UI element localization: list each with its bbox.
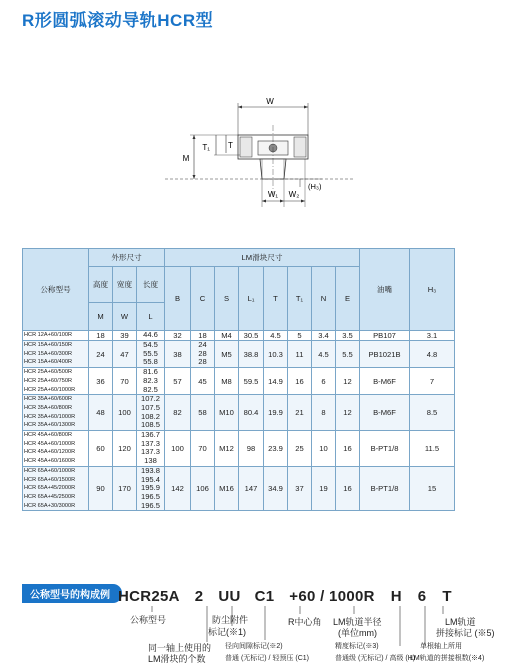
cell-l-line: 193.8 bbox=[140, 466, 160, 475]
cell-model-line: HCR 35A+60/1300R bbox=[24, 422, 76, 429]
dim-label-w1: W₁ bbox=[267, 190, 279, 199]
legend-model-no: 公称型号 bbox=[130, 615, 167, 625]
cell-model-line: HCR 25A+60/1000R bbox=[24, 386, 76, 393]
cell-l-line: 136.7 bbox=[140, 430, 160, 440]
code-part-precision: H bbox=[390, 588, 402, 605]
cell-h3: 3.1 bbox=[410, 331, 455, 341]
cell-model-line: HCR 35A+60/800R bbox=[24, 404, 73, 411]
cell-b: 38 bbox=[165, 341, 191, 368]
cell-w: 120 bbox=[113, 431, 137, 467]
cell-model-line: HCR 65A+60/1000R bbox=[24, 467, 76, 474]
cell-model-line: HCR 45A+60/800R bbox=[24, 432, 73, 439]
cell-e: 16 bbox=[336, 431, 360, 467]
legend-clearance-sub: 普通 (无标记) / 轻预压 (C1) bbox=[225, 655, 309, 662]
header-sym-l1: L₁ bbox=[239, 267, 264, 331]
cell-t: 19.9 bbox=[264, 395, 288, 431]
cell-b: 142 bbox=[165, 466, 191, 511]
cell-t: 34.9 bbox=[264, 466, 288, 511]
code-part-slash: / bbox=[320, 588, 325, 605]
cell-c: 18 bbox=[191, 331, 215, 341]
cell-c-line: 28 bbox=[198, 357, 207, 367]
cell-s: M16 bbox=[215, 466, 239, 511]
cell-n: 10 bbox=[312, 431, 336, 467]
cell-e: 16 bbox=[336, 466, 360, 511]
cell-h3: 11.5 bbox=[410, 431, 455, 467]
legend-dust: 防尘附件 bbox=[212, 615, 249, 625]
cell-model-line: HCR 35A+60/600R bbox=[24, 396, 73, 403]
code-part-count: 2 bbox=[194, 588, 204, 605]
cell-l-line: 195.9 bbox=[140, 483, 160, 493]
cell-t: 10.3 bbox=[264, 341, 288, 368]
cell-m: 90 bbox=[89, 466, 113, 511]
cell-t1: 5 bbox=[288, 331, 312, 341]
code-part-rails: 6 bbox=[417, 588, 427, 605]
code-part-clearance: C1 bbox=[254, 588, 275, 605]
dim-label-w: W bbox=[266, 97, 274, 106]
page-title: R形圆弧滚动导轨HCR型 bbox=[22, 11, 214, 30]
header-sym-t1: T₁ bbox=[288, 267, 312, 331]
cell-s: M5 bbox=[215, 341, 239, 368]
cell-b: 57 bbox=[165, 368, 191, 395]
cell-nipple: B-M6F bbox=[360, 368, 410, 395]
legend-precision-sub: 普通级 (无标记) / 高级 (H) bbox=[335, 655, 416, 662]
cell-t1: 21 bbox=[288, 395, 312, 431]
legend-clearance: 径向间隙标记(※2) bbox=[225, 643, 283, 650]
code-part-angle: +60 bbox=[289, 588, 316, 605]
code-part-radius: 1000R bbox=[329, 588, 375, 605]
cell-w: 70 bbox=[113, 368, 137, 395]
cell-l-line: 44.6 bbox=[143, 330, 158, 340]
cell-t: 4.5 bbox=[264, 331, 288, 341]
cell-l-line: 138 bbox=[144, 456, 157, 466]
legend-same-axis-sub: LM滑块的个数 bbox=[148, 654, 206, 664]
header-nipple: 油嘴 bbox=[360, 249, 410, 331]
header-sym-s: S bbox=[215, 267, 239, 331]
cell-l-line: 108.2 bbox=[140, 411, 160, 421]
cell-nipple: B-PT1/8 bbox=[360, 466, 410, 511]
cell-t1: 11 bbox=[288, 341, 312, 368]
cell-e: 3.5 bbox=[336, 331, 360, 341]
dim-label-t1: T₁ bbox=[202, 143, 210, 152]
cell-c: 106 bbox=[191, 466, 215, 511]
legend-same-axis: 同一轴上使用的 bbox=[148, 643, 212, 653]
cell-model-line: HCR 45A+60/1000R bbox=[24, 440, 76, 447]
cell-nipple: B-PT1/8 bbox=[360, 431, 410, 467]
cell-m: 60 bbox=[89, 431, 113, 467]
header-sym-e: E bbox=[336, 267, 360, 331]
cell-l1: 98 bbox=[239, 431, 264, 467]
cell-n: 19 bbox=[312, 466, 336, 511]
cell-s: M4 bbox=[215, 331, 239, 341]
cell-nipple: PB1021B bbox=[360, 341, 410, 368]
cell-h3: 15 bbox=[410, 466, 455, 511]
cell-model-line: HCR 15A+60/150R bbox=[24, 342, 73, 348]
cell-t1: 37 bbox=[288, 466, 312, 511]
cell-w: 170 bbox=[113, 466, 137, 511]
section-label-model-code: 公称型号的构成例 bbox=[22, 584, 122, 603]
cell-b: 100 bbox=[165, 431, 191, 467]
header-sym-t: T bbox=[264, 267, 288, 331]
cell-c: 70 bbox=[191, 431, 215, 467]
legend-angle: R中心角 bbox=[288, 617, 322, 627]
cell-model-line: HCR 65A+45/2000R bbox=[24, 485, 76, 492]
cell-m: 48 bbox=[89, 395, 113, 431]
cell-nipple: PB107 bbox=[360, 331, 410, 341]
cell-l-line: 196.5 bbox=[140, 500, 160, 510]
cell-l1: 80.4 bbox=[239, 395, 264, 431]
code-part-joint: T bbox=[442, 588, 452, 605]
cell-l-line: 54.5 bbox=[143, 340, 158, 349]
header-length: 长度 bbox=[137, 267, 165, 303]
cell-c-line: 28 bbox=[198, 348, 207, 358]
cell-h3: 4.8 bbox=[410, 341, 455, 368]
cell-b: 82 bbox=[165, 395, 191, 431]
cell-l-line: 137.3 bbox=[140, 447, 160, 457]
cell-l-line: 55.5 bbox=[143, 348, 158, 358]
cell-t: 23.9 bbox=[264, 431, 288, 467]
cell-l-line: 107.2 bbox=[140, 394, 160, 404]
cell-t1: 25 bbox=[288, 431, 312, 467]
cell-m: 18 bbox=[89, 331, 113, 341]
header-height: 高度 bbox=[89, 267, 113, 303]
cell-model-line: HCR 65A+60/1500R bbox=[24, 476, 76, 483]
code-part-dust: UU bbox=[218, 588, 241, 605]
cell-c: 45 bbox=[191, 368, 215, 395]
dim-label-h3: (H₃) bbox=[308, 182, 322, 191]
header-sym-w: W bbox=[113, 303, 137, 331]
legend-precision: 精度标记(※3) bbox=[335, 643, 379, 650]
legend-joint: LM轨道 bbox=[445, 617, 476, 627]
cell-l1: 59.5 bbox=[239, 368, 264, 395]
cell-n: 3.4 bbox=[312, 331, 336, 341]
cell-model-line: HCR 45A+60/1200R bbox=[24, 449, 76, 456]
header-h3: H₃ bbox=[410, 249, 455, 331]
cell-e: 12 bbox=[336, 395, 360, 431]
cell-l1: 147 bbox=[239, 466, 264, 511]
legend-rails-sub: LM轨道的拼接根数(※4) bbox=[410, 655, 485, 662]
cell-b: 32 bbox=[165, 331, 191, 341]
cell-l-line: 137.3 bbox=[140, 438, 160, 448]
header-sym-b: B bbox=[165, 267, 191, 331]
cell-m: 36 bbox=[89, 368, 113, 395]
header-outer-group: 外形尺寸 bbox=[89, 249, 165, 267]
cell-t: 14.9 bbox=[264, 368, 288, 395]
cell-s: M8 bbox=[215, 368, 239, 395]
cell-model-line: HCR 15A+60/300R bbox=[24, 350, 73, 357]
cell-model-line: HCR 25A+60/750R bbox=[24, 377, 73, 384]
cell-n: 4.5 bbox=[312, 341, 336, 368]
cell-model-line: HCR 12A+60/100R bbox=[24, 332, 73, 339]
cell-model-line: HCR 15A+60/400R bbox=[24, 359, 73, 366]
header-sym-c: C bbox=[191, 267, 215, 331]
cell-e: 12 bbox=[336, 368, 360, 395]
legend-joint-sub: 拼接标记 (※5) bbox=[436, 628, 495, 638]
cell-e: 5.5 bbox=[336, 341, 360, 368]
cell-model-line: HCR 65A+30/3000R bbox=[24, 502, 76, 509]
cell-l-line: 82.5 bbox=[143, 384, 158, 394]
legend-rails: 单根轴上所用 bbox=[420, 643, 462, 650]
cell-h3: 7 bbox=[410, 368, 455, 395]
cell-n: 6 bbox=[312, 368, 336, 395]
header-block-group: LM滑块尺寸 bbox=[165, 249, 360, 267]
cell-w: 39 bbox=[113, 331, 137, 341]
cell-c: 58 bbox=[191, 395, 215, 431]
cell-model-line: HCR 45A+60/1600R bbox=[24, 458, 76, 465]
cell-l-line: 82.3 bbox=[143, 375, 158, 385]
cell-l-line: 195.4 bbox=[140, 474, 160, 484]
header-sym-m: M bbox=[89, 303, 113, 331]
cell-h3: 8.5 bbox=[410, 395, 455, 431]
cell-model-line: HCR 35A+60/1000R bbox=[24, 413, 76, 420]
cell-l1: 38.8 bbox=[239, 341, 264, 368]
cell-l-line: 55.8 bbox=[143, 357, 158, 367]
cell-l-line: 107.5 bbox=[140, 402, 160, 412]
cell-c-line: 24 bbox=[198, 340, 207, 349]
header-sym-n: N bbox=[312, 267, 336, 331]
cell-s: M12 bbox=[215, 431, 239, 467]
dim-label-m: M bbox=[182, 154, 190, 163]
cell-l-line: 81.6 bbox=[143, 367, 158, 377]
cell-l1: 30.5 bbox=[239, 331, 264, 341]
cell-model-line: HCR 25A+60/500R bbox=[24, 369, 73, 376]
cell-w: 100 bbox=[113, 395, 137, 431]
dim-label-t: T bbox=[228, 141, 233, 150]
header-sym-l: L bbox=[137, 303, 165, 331]
cell-l-line: 108.5 bbox=[140, 420, 160, 430]
code-part-model: HCR25A bbox=[118, 588, 180, 605]
legend-radius-sub: (单位mm) bbox=[338, 628, 377, 638]
header-width: 宽度 bbox=[113, 267, 137, 303]
cell-nipple: B-M6F bbox=[360, 395, 410, 431]
legend-radius: LM轨道半径 bbox=[333, 617, 382, 627]
cell-t1: 16 bbox=[288, 368, 312, 395]
cell-s: M10 bbox=[215, 395, 239, 431]
cell-n: 8 bbox=[312, 395, 336, 431]
cell-l-line: 196.5 bbox=[140, 491, 160, 501]
dim-label-w2: W₂ bbox=[288, 190, 300, 199]
cell-model-line: HCR 65A+45/2500R bbox=[24, 493, 76, 500]
cell-m: 24 bbox=[89, 341, 113, 368]
header-model: 公称型号 bbox=[23, 249, 89, 331]
legend-dust-sub: 标记(※1) bbox=[208, 627, 246, 637]
cell-w: 47 bbox=[113, 341, 137, 368]
